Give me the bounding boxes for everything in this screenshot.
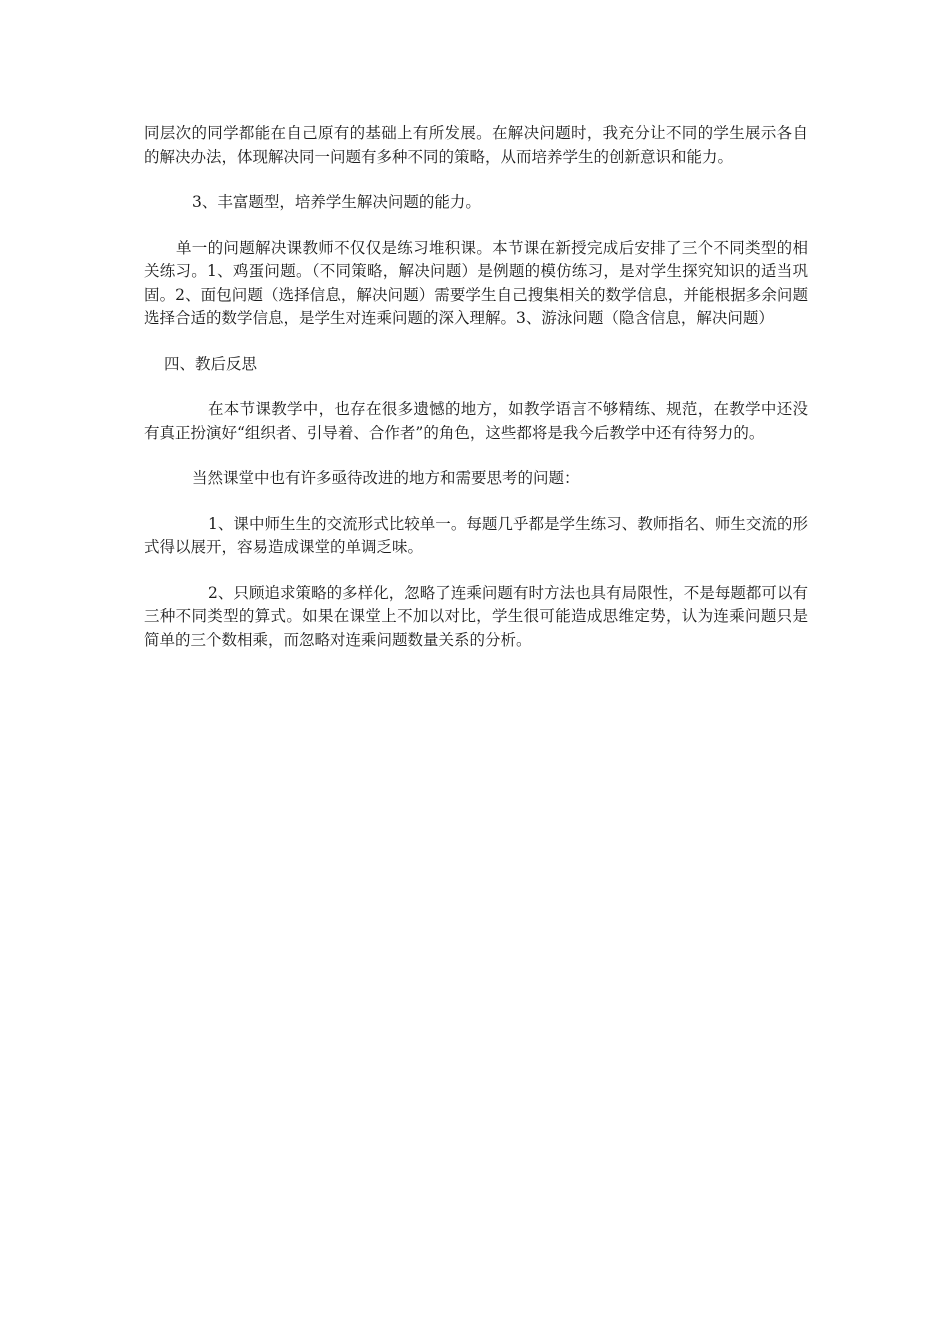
paragraph-continuation: 同层次的同学都能在自己原有的基础上有所发展。在解决问题时，我充分让不同的学生展示各自的解决办法，体现解决同一问题有多种不同的策略，从而培养学生的创新意识和能力。	[144, 124, 808, 166]
document-body	[144, 122, 808, 674]
paragraph-issue-1: 1、课中师生生的交流形式比较单一。每题几乎都是学生练习、教师指名、师生交流的形式得以展开，容易造成课堂的单调乏味。	[144, 514, 808, 556]
paragraph-regrets: 在本节课教学中，也存在很多遗憾的地方，如教学语言不够精练、规范，在教学中还没有真正扮演好“组织者、引导着、合作者”的角色，这些都将是我今后教学中还有待努力的。	[144, 400, 808, 442]
paragraph-subheading-3: 3、丰富题型，培养学生解决问题的能力。	[192, 193, 481, 211]
paragraph-improvements-intro: 当然课堂中也有许多亟待改进的地方和需要思考的问题：	[192, 469, 580, 487]
paragraph-exercises: 单一的问题解决课教师不仅仅是练习堆积课。本节课在新授完成后安排了三个不同类型的相关练习。1、鸡蛋问题。（不同策略，解决问题）是例题的模仿练习，是对学生探究知识的适当巩固。2、面包问题（选择信息，解决问题）需要学生自己搜集相关的数学信息，并能根据多余问题选择合适的数学信息，是学生对连乘问题的深入理解。3、游泳问题（隐含信息，解决问题）	[144, 238, 808, 327]
section-heading-reflection: 四、教后反思	[164, 354, 258, 373]
paragraph-issue-2: 2、只顾追求策略的多样化，忽略了连乘问题有时方法也具有局限性，不是每题都可以有三种不同类型的算式。如果在课堂上不加以对比，学生很可能造成思维定势，认为连乘问题只是简单的三个数相乘，而忽略对连乘问题数量关系的分析。	[144, 583, 808, 649]
